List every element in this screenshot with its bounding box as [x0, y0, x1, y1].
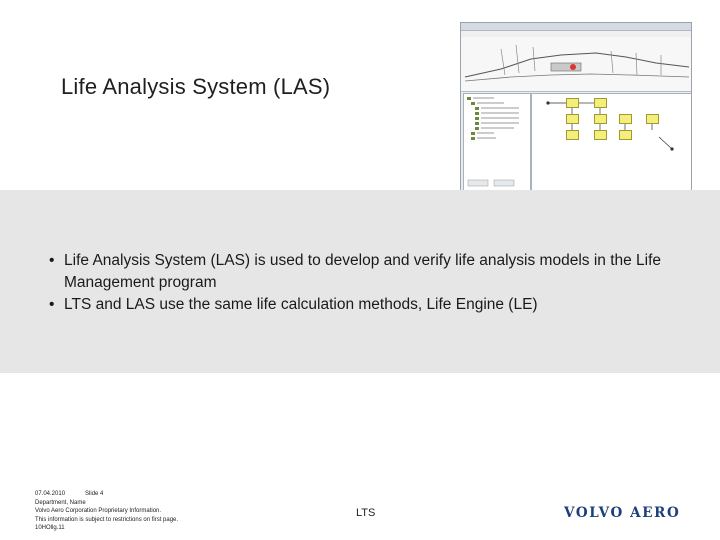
footer-info: [35, 490, 178, 533]
volvo-aero-logo: VOLVO AERO: [564, 505, 681, 521]
footer-date: 07.04.2010: [35, 491, 66, 497]
model-tree-panel: [463, 93, 531, 191]
footer-doc-id: 10HOllg.11: [35, 525, 65, 532]
slide-title: Life Analysis System (LAS): [61, 74, 331, 99]
footer-department: Department, Name: [35, 499, 86, 506]
footer-restriction: This information is subject to restrictions on first page.: [35, 516, 179, 523]
bullet-text: LTS and LAS use the same life calculation methods, Life Engine (LE): [64, 296, 538, 313]
footer-slide-number: Slide 4: [85, 491, 104, 497]
bullet-item: [49, 250, 699, 294]
bullet-dot: •: [49, 296, 55, 313]
flow-node: [594, 98, 607, 108]
bullet-text: Life Analysis System (LAS) is used to develop and verify life analysis models in the Life Management program: [64, 252, 662, 291]
las-application-screenshot: [460, 22, 692, 204]
flow-node: [566, 114, 579, 124]
flow-node: [566, 98, 579, 108]
bullet-dot: •: [49, 252, 55, 269]
flow-node: [619, 114, 632, 124]
screenshot-titlebar: [461, 23, 691, 31]
footer-proprietary: Volvo Aero Corporation Proprietary Information.: [35, 508, 162, 515]
bullet-item: [49, 294, 699, 316]
flow-node: [619, 130, 632, 140]
engine-cross-section-image: [461, 37, 692, 92]
flow-node: [566, 130, 579, 140]
bullet-list: [49, 250, 699, 316]
flow-node: [646, 114, 659, 124]
flow-node: [594, 114, 607, 124]
model-flow-canvas: [531, 93, 692, 191]
flow-node: [594, 130, 607, 140]
footer-center-label: LTS: [356, 507, 376, 519]
